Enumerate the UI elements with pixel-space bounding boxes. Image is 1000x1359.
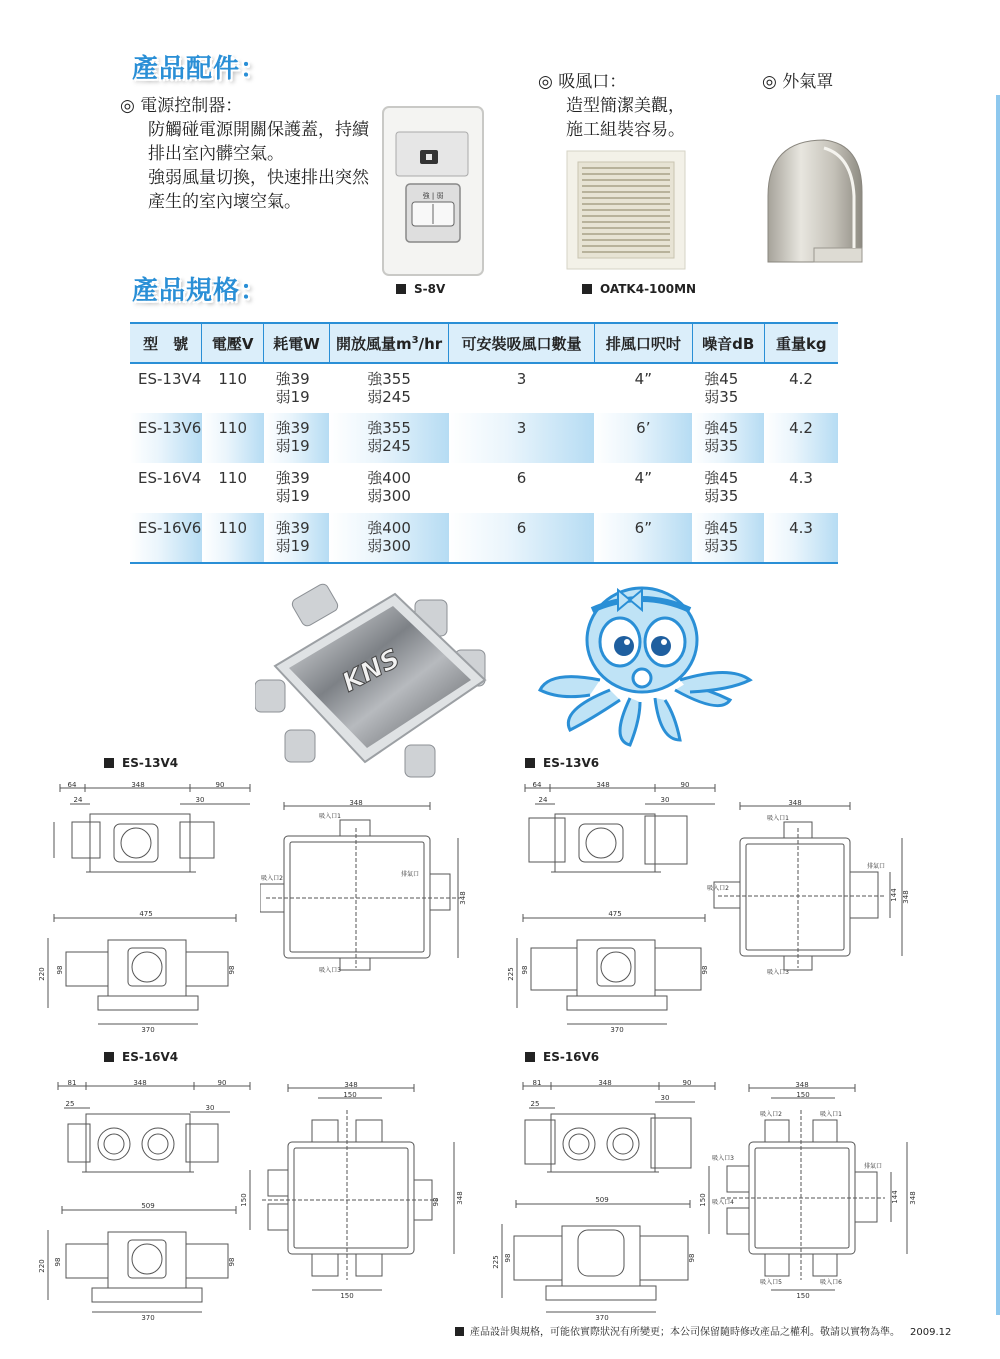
svg-text:吸入口3: 吸入口3 [319,967,341,974]
controller-photo [382,106,484,276]
es13v4-side-view [50,780,265,890]
cell-weight: 4.2 [789,370,813,388]
svg-text:150: 150 [796,1091,810,1099]
svg-text:150: 150 [340,1292,354,1300]
intake-line-1: 造型簡潔美觀， [566,96,685,116]
svg-text:475: 475 [139,910,153,918]
label-square-icon [525,1052,535,1062]
cell-power: 強39 弱19 [264,513,330,563]
svg-text:348: 348 [795,1081,809,1089]
drawing-label-es13v6: ES-13V6 [525,756,599,770]
cell-model: ES-13V4 [138,370,202,388]
cell-noise: 強45 弱35 [704,469,739,505]
cell-voltage: 110 [218,370,247,388]
caption-square-icon [582,284,592,294]
svg-text:225: 225 [507,967,515,981]
intake-vent-photo [566,150,686,270]
svg-text:348: 348 [456,1191,464,1205]
controller-caption: S-8V [396,282,445,296]
es13v4-top-view [260,798,470,978]
svg-text:強 | 弱: 強 | 弱 [422,192,444,200]
cell-power: 強39 弱19 [275,370,310,406]
cell-voltage: 110 [202,413,264,463]
drawing-label-es16v4: ES-16V4 [104,1050,178,1064]
svg-text:348: 348 [344,1081,358,1089]
controller-line-1: 防觸碰電源開關保護蓋，持續 [148,120,369,140]
header-duct: 排風口呎吋 [594,323,692,363]
es16v4-front-view [36,1200,261,1328]
svg-text:25: 25 [65,1100,75,1108]
accessories-heading: 產品配件： [132,54,268,84]
spec-table-header [130,323,838,363]
es13v6-top-view [700,798,920,988]
svg-text:98: 98 [521,965,529,975]
svg-text:吸入口1: 吸入口1 [319,813,341,820]
svg-text:98: 98 [432,1197,440,1207]
es16v6-front-view [490,1194,715,1324]
header-noise: 噪音dB [692,323,764,363]
svg-text:348: 348 [902,890,910,904]
footer-disclaimer [455,1323,951,1338]
es13v4-front-view [36,908,261,1036]
svg-text:150: 150 [796,1292,810,1300]
exhaust-hood-photo [762,136,866,272]
svg-text:225: 225 [492,1255,500,1269]
svg-text:475: 475 [608,910,622,918]
svg-text:90: 90 [682,1079,692,1087]
svg-text:370: 370 [141,1026,155,1034]
controller-line-2: 排出室內髒空氣。 [148,144,284,164]
svg-text:24: 24 [73,796,83,804]
cell-power: 強39 弱19 [264,413,330,463]
controller-description [120,94,369,214]
svg-text:30: 30 [205,1104,215,1112]
cell-weight: 4.2 [764,413,838,463]
svg-text:150: 150 [699,1193,707,1207]
footer-square-icon [455,1327,464,1336]
header-inlets: 可安裝吸風口數量 [449,323,595,363]
svg-text:370: 370 [595,1314,609,1322]
svg-text:98: 98 [56,965,64,975]
intake-title: ◎ 吸風口： [538,72,627,92]
svg-text:509: 509 [141,1202,155,1210]
intake-caption: OATK4-100MN [582,282,696,296]
svg-text:98: 98 [228,965,236,975]
cell-model: ES-16V4 [138,469,202,487]
svg-text:348: 348 [133,1079,147,1087]
svg-text:吸入口1: 吸入口1 [820,1111,842,1118]
svg-text:370: 370 [141,1314,155,1322]
cell-duct: 6’ [594,413,692,463]
svg-text:64: 64 [532,781,542,789]
cell-airflow: 強400 弱300 [367,469,411,505]
footer-text: 產品設計與規格，可能依實際狀況有所變更；本公司保留隨時修改產品之權利。敬請以實物為準。 [470,1327,900,1338]
svg-text:吸入口2: 吸入口2 [760,1111,782,1118]
svg-text:220: 220 [38,967,46,981]
cell-duct: 4” [634,469,652,487]
svg-text:144: 144 [890,888,898,902]
svg-text:348: 348 [459,891,467,905]
page-edge-strip [996,95,1000,1315]
svg-text:348: 348 [598,1079,612,1087]
svg-text:220: 220 [38,1259,46,1273]
svg-text:排氣口: 排氣口 [863,1163,883,1170]
cell-inlets: 6 [516,469,527,487]
octopus-mascot [530,580,760,750]
intake-line-2: 施工組裝容易。 [566,120,685,140]
es16v6-top-view [695,1080,925,1310]
svg-text:90: 90 [215,781,225,789]
table-row [130,413,838,463]
spec-table [130,322,838,564]
es13v6-side-view [515,780,730,890]
svg-text:25: 25 [530,1100,540,1108]
cell-duct: 4” [634,370,652,388]
ventilator-product-photo [255,580,505,790]
drawing-label-es16v6: ES-16V6 [525,1050,599,1064]
cell-noise: 強45 弱35 [704,370,739,406]
header-model: 型 號 [130,323,202,363]
controller-line-4: 產生的室內壞空氣。 [148,192,301,212]
cell-voltage: 110 [202,513,264,563]
svg-text:吸入口5: 吸入口5 [760,1279,782,1286]
svg-text:90: 90 [680,781,690,789]
cell-airflow: 強355 弱245 [329,413,448,463]
table-row [130,363,838,413]
svg-text:98: 98 [228,1257,236,1267]
specs-heading: 產品規格： [132,276,268,306]
header-airflow: 開放風量$m^3/hr$ [329,323,448,363]
svg-text:吸入口3: 吸入口3 [767,969,789,976]
drawing-label-es13v4: ES-13V4 [104,756,178,770]
controller-title: ◎ 電源控制器： [120,96,243,116]
svg-text:吸入口1: 吸入口1 [767,815,789,822]
cell-weight: 4.3 [789,469,813,487]
svg-text:370: 370 [610,1026,624,1034]
cell-noise: 強45 弱35 [692,413,764,463]
cell-airflow: 強355 弱245 [367,370,411,406]
header-voltage: 電壓V [202,323,264,363]
svg-text:144: 144 [891,1190,899,1204]
label-square-icon [104,1052,114,1062]
svg-text:排氣口: 排氣口 [400,871,420,878]
svg-text:98: 98 [688,1253,696,1263]
svg-text:81: 81 [67,1079,77,1087]
svg-text:90: 90 [217,1079,227,1087]
es16v4-top-view [232,1080,472,1300]
svg-text:98: 98 [701,965,709,975]
svg-text:150: 150 [343,1091,357,1099]
cell-inlets: 6 [449,513,595,563]
controller-line-3: 強弱風量切換，快速排出突然 [148,168,369,188]
svg-text:348: 348 [788,799,802,807]
svg-text:吸入口6: 吸入口6 [820,1279,842,1286]
svg-text:81: 81 [532,1079,542,1087]
svg-text:150: 150 [240,1193,248,1207]
cell-model: ES-13V6 [130,413,202,463]
intake-description [538,70,685,142]
es13v6-front-view [505,908,730,1036]
cell-power: 強39 弱19 [275,469,310,505]
svg-text:24: 24 [538,796,548,804]
cell-noise: 強45 弱35 [692,513,764,563]
svg-text:排氣口: 排氣口 [866,863,886,870]
svg-text:吸入口4: 吸入口4 [712,1199,734,1206]
caption-square-icon [396,284,406,294]
svg-text:30: 30 [660,1094,670,1102]
svg-text:30: 30 [660,796,670,804]
cell-weight: 4.3 [764,513,838,563]
header-weight: 重量kg [764,323,838,363]
header-power: 耗電W [264,323,330,363]
svg-text:吸入口3: 吸入口3 [712,1155,734,1162]
svg-text:348: 348 [909,1191,917,1205]
svg-text:30: 30 [195,796,205,804]
table-row [130,513,838,563]
cell-duct: 6” [594,513,692,563]
hood-title: ◎ 外氣罩 [762,72,834,92]
svg-text:348: 348 [131,781,145,789]
table-row [130,463,838,513]
svg-text:吸入口2: 吸入口2 [707,885,729,892]
label-square-icon [525,758,535,768]
cell-model: ES-16V6 [130,513,202,563]
cell-inlets: 3 [449,413,595,463]
svg-text:98: 98 [54,1257,62,1267]
svg-text:吸入口2: 吸入口2 [261,875,283,882]
cell-voltage: 110 [218,469,247,487]
svg-text:98: 98 [504,1253,512,1263]
svg-text:64: 64 [67,781,77,789]
label-square-icon [104,758,114,768]
svg-text:348: 348 [349,799,363,807]
svg-text:509: 509 [595,1196,609,1204]
cell-airflow: 強400 弱300 [329,513,448,563]
footer-date: 2009.12 [910,1327,952,1338]
cell-inlets: 3 [516,370,527,388]
product-logo: KNS [337,643,406,699]
svg-text:348: 348 [596,781,610,789]
